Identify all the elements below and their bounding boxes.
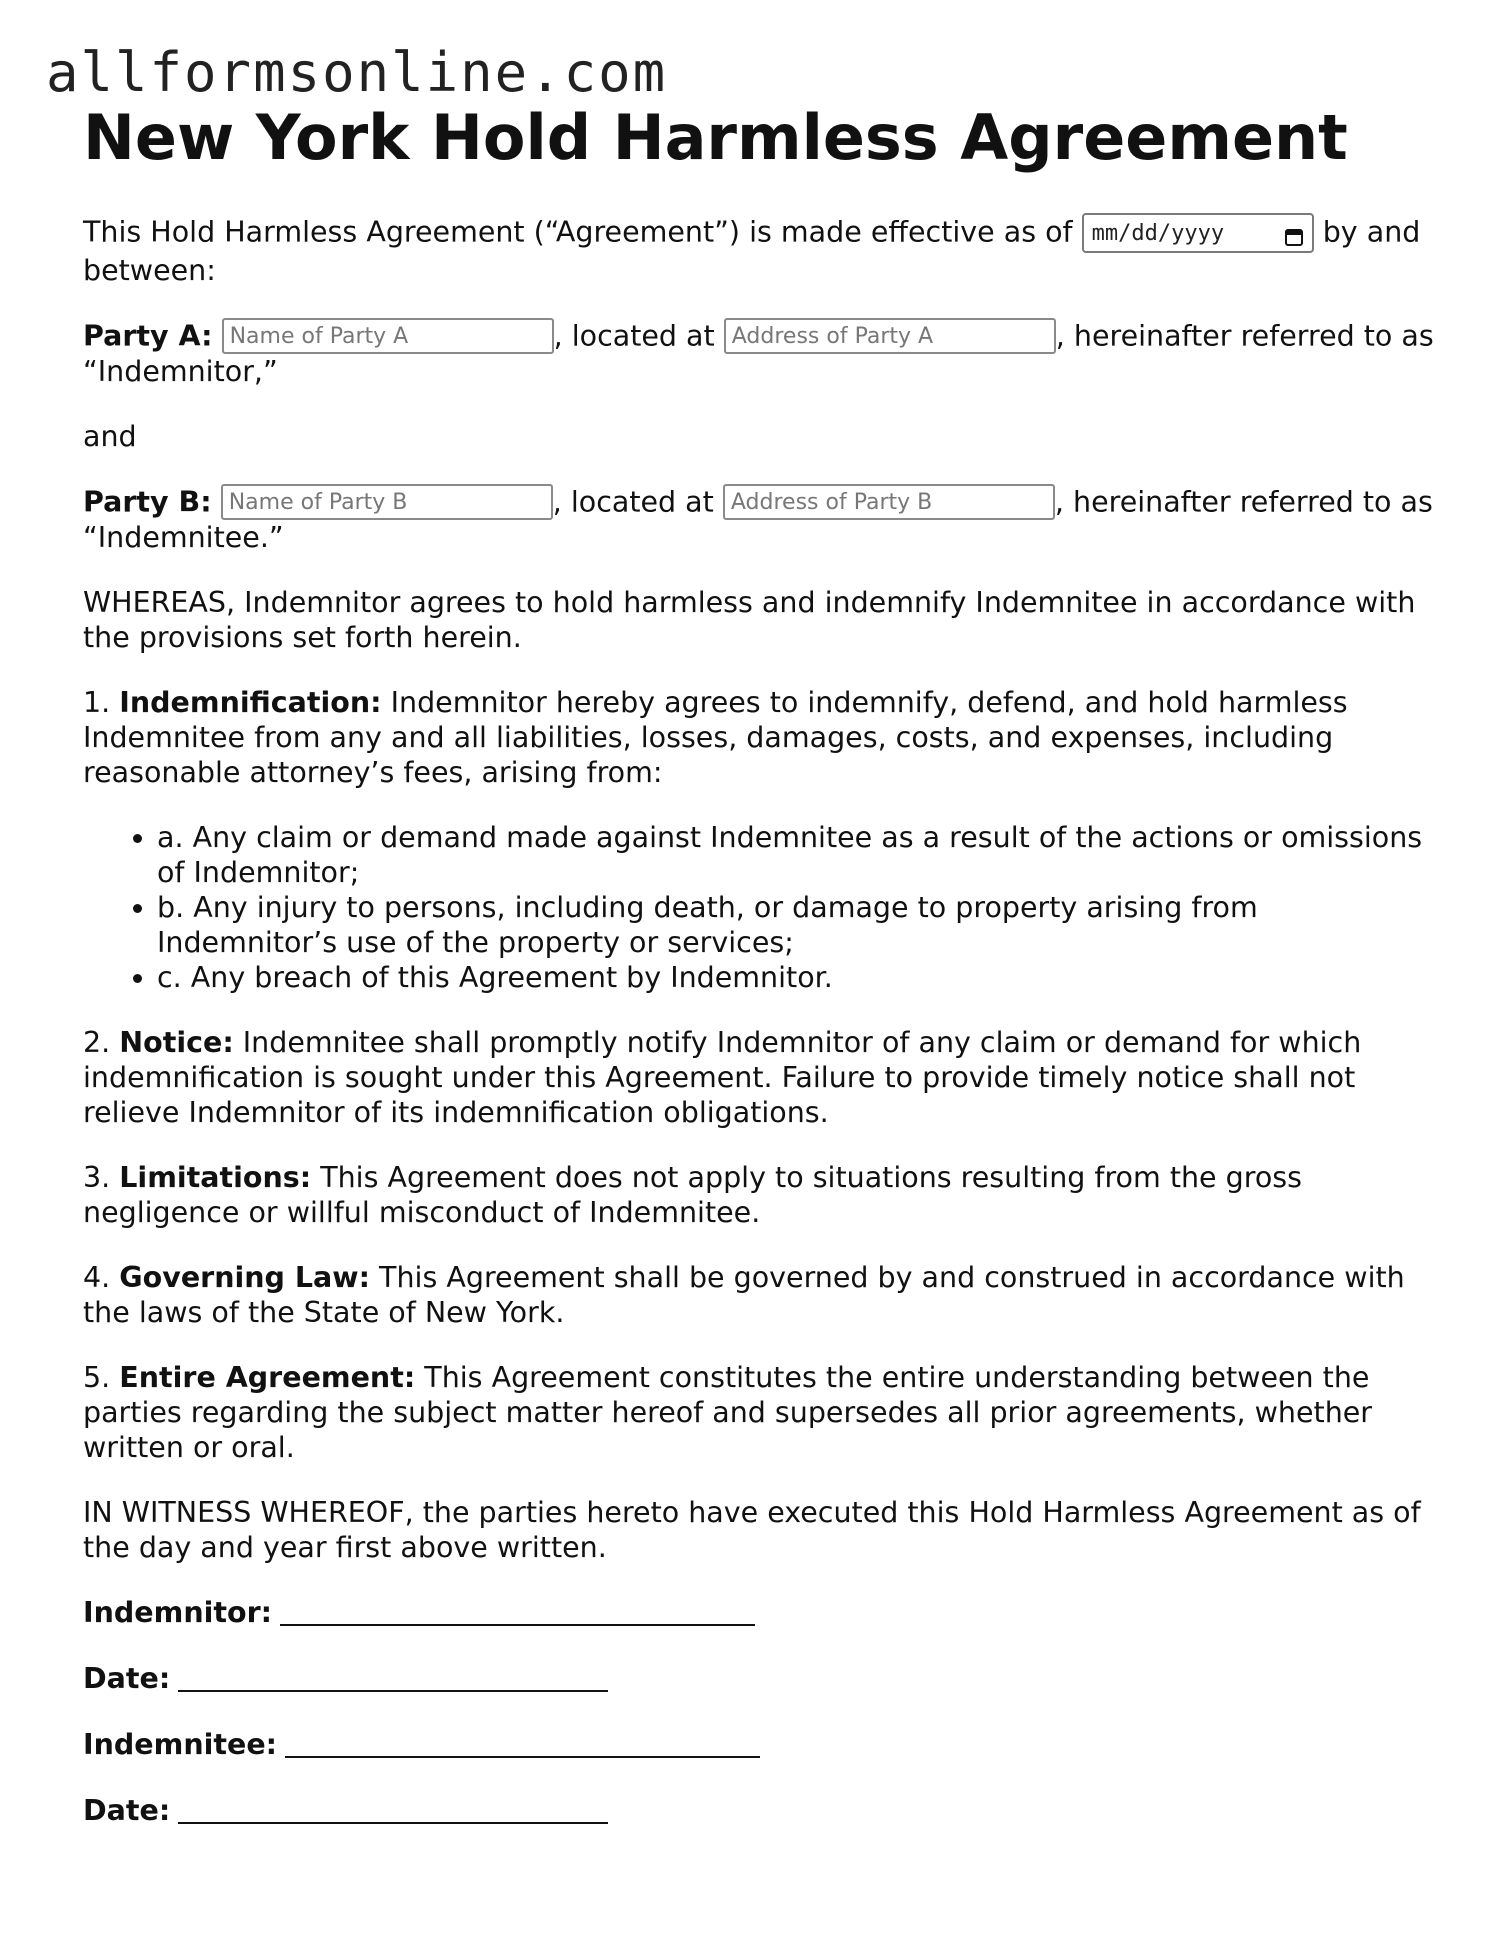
agreement-page [83,102,1443,1829]
section-text: Indemnitor hereby agrees to indemnify, defend, and hold harmless Indemnitee from any and all liabilities, losses, damages, costs, and expenses, including reasonable attorney’s fees, arising from: [83,686,1348,790]
section-heading: Limitations: [119,1161,312,1195]
witness-paragraph: IN WITNESS WHEREOF, the parties hereto have executed this Hold Harmless Agreement as of the day and year first above written. [83,1496,1421,1565]
section-indemnification [83,685,1443,790]
intro-text: This Hold Harmless Agreement (“Agreement”) is made effective as of [83,215,1082,249]
section-heading: Governing Law: [119,1261,370,1295]
section-text: This Agreement constitutes the entire understanding between the parties regarding the subject matter hereof and supersedes all prior agreements, whether written or oral. [83,1361,1373,1465]
signature-indemnitor [83,1595,1443,1631]
list-item: • c. Any breach of this Agreement by Indemnitor. [157,960,1443,995]
section-number: 1. [83,686,120,720]
section-notice [83,1025,1443,1130]
section-text: Indemnitee shall promptly notify Indemnitor of any claim or demand for which indemnification is sought under this Agreement. Failure to provide timely notice shall not relieve Indemnitor of its indemnification obligations. [83,1026,1362,1130]
section-heading: Indemnification: [119,686,382,720]
party-b-address-input[interactable] [723,484,1055,520]
and-text: and [83,420,137,454]
list-item: • a. Any claim or demand made against Indemnitee as a result of the actions or omissions of Indemnitor; [157,820,1443,890]
list-item: • b. Any injury to persons, including death, or damage to property arising from Indemnitor’s use of the property or services; [157,890,1443,960]
intro-paragraph [83,213,1443,288]
indemnitee-signature-line[interactable] [285,1728,760,1758]
party-a-referred: , hereinafter referred to as “Indemnitor,” [83,319,1434,389]
party-a-label: Party A: [83,319,213,353]
signature-date-2 [83,1793,1443,1829]
party-a-address-input[interactable] [724,318,1056,354]
section-number: 3. [83,1161,120,1195]
party-b-referred: , hereinafter referred to as “Indemnitee.” [83,485,1433,555]
signature-label: Date: [83,1794,171,1828]
party-b-located: , located at [552,485,723,519]
section-governing-law [83,1260,1443,1330]
calendar-icon[interactable] [1284,223,1304,243]
site-watermark: allformsonline.com [46,41,668,104]
section-text: This Agreement does not apply to situations resulting from the gross negligence or willful misconduct of Indemnitee. [83,1161,1302,1230]
section-number: 2. [83,1026,120,1060]
indemnification-list [83,820,1443,995]
indemnitor-signature-line[interactable] [280,1596,755,1626]
intro-tail: by and between: [83,215,1421,288]
signature-label: Indemnitor: [83,1596,273,1630]
section-limitations [83,1160,1443,1230]
signature-label: Date: [83,1662,171,1696]
date-signature-line[interactable] [178,1662,608,1692]
page-title: New York Hold Harmless Agreement [83,101,1348,174]
party-b-paragraph [83,484,1443,555]
effective-date-input[interactable] [1082,213,1314,253]
section-heading: Entire Agreement: [119,1361,416,1395]
whereas-paragraph: WHEREAS, Indemnitor agrees to hold harmless and indemnify Indemnitee in accordance with the provisions set forth herein. [83,586,1416,655]
section-heading: Notice: [119,1026,234,1060]
signature-label: Indemnitee: [83,1728,278,1762]
signature-indemnitee [83,1727,1443,1763]
section-number: 4. [83,1261,120,1295]
date-signature-line[interactable] [178,1794,608,1824]
party-b-name-input[interactable] [221,484,553,520]
signature-date-1 [83,1661,1443,1697]
section-text: This Agreement shall be governed by and construed in accordance with the laws of the State of New York. [83,1261,1405,1330]
date-placeholder: mm/dd/yyyy [1091,220,1225,246]
section-number: 5. [83,1361,120,1395]
party-a-located: , located at [553,319,724,353]
party-a-paragraph [83,318,1443,389]
party-a-name-input[interactable] [222,318,554,354]
party-b-label: Party B: [83,485,212,519]
section-entire-agreement [83,1360,1443,1465]
